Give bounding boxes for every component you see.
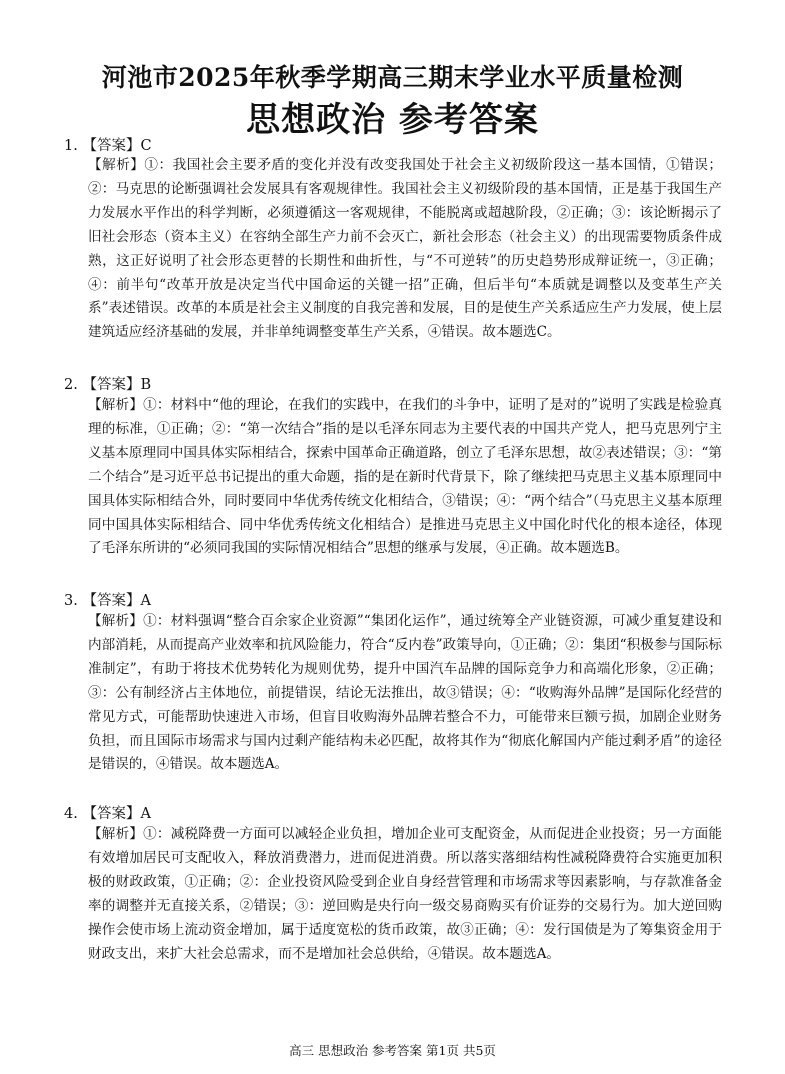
question-1-answer: 1. 【答案】C bbox=[64, 138, 152, 154]
question-4-answer: 4. 【答案】A bbox=[64, 806, 151, 822]
question-3-explanation: 【解析】①：材料强调“整合百余家企业资源”“集团化运作”，通过统筹全产业链资源，可减少重复建设和内部消耗，从而提高产业效率和抗风险能力，符合“反内卷”政策导向，①正确；②：集团“积极参与国际标准制定”，有助于将技术优势转化为规则优势，提升中国汽车品牌的国际竞争力和高端化形象，②正确；③：公有制经济占主体地位，前提错误，结论无法推出，故③错误；④：“收购海外品牌”是国际化经营的常见方式，可能帮助快速进入市场，但盲目收购海外品牌若整合不力，可能带来巨额亏损，加剧企业财务负担，而且国际市场需求与国内过剩产能结构未必匹配，故将其作为“彻底化解国内产能过剩矛盾”的途径是错误的，④错误。故本题选A。 bbox=[88, 613, 722, 773]
question-2-explanation: 【解析】①：材料中“他的理论，在我们的实践中，在我们的斗争中，证明了是对的”说明了实践是检验真理的标准，①正确；②：“第一次结合”指的是以毛泽东同志为主要代表的中国共产党人，把马克思列宁主义基本原理同中国具体实际相结合，探索中国革命正确道路，创立了毛泽东思想，故②表述错误；③：“第二个结合”是习近平总书记提出的重大命题，指的是在新时代背景下，除了继续把马克思主义基本原理同中国具体实际相结合外，同时要同中华优秀传统文化相结合，③错误；④：“两个结合”（马克思主义基本原理同中国具体实际相结合、同中华优秀传统文化相结合）是推进马克思主义中国化时代化的根本途径，体现了毛泽东所讲的“必须同我国的实际情况相结合”思想的继承与发展，④正确。故本题选B。 bbox=[88, 397, 722, 557]
exam-subtitle: 思想政治 参考答案 bbox=[246, 100, 539, 140]
question-3-answer: 3. 【答案】A bbox=[64, 593, 151, 609]
page-footer: 高三 思想政治 参考答案 第1页 共5页 bbox=[289, 1043, 496, 1058]
question-4-explanation: 【解析】①：减税降费一方面可以减轻企业负担，增加企业可支配资金，从而促进企业投资；另一方面能有效增加居民可支配收入，释放消费潜力，进而促进消费。所以落实落细结构性减税降费符合实施更加积极的财政政策，①正确；②：企业投资风险受到企业自身经营管理和市场需求等因素影响，与存款准备金率的调整并无直接关系，②错误；③：逆回购是央行向一级交易商购买有价证券的交易行为。加大逆回购操作会使市场上流动资金增加，属于适度宽松的货币政策，故③正确；④：发行国债是为了筹集资金用于财政支出，来扩大社会总需求，而不是增加社会总供给，④错误。故本题选A。 bbox=[88, 826, 722, 962]
question-2-answer: 2. 【答案】B bbox=[64, 377, 152, 393]
question-1-explanation: 【解析】①：我国社会主要矛盾的变化并没有改变我国处于社会主义初级阶段这一基本国情，①错误；②：马克思的论断强调社会发展具有客观规律性。我国社会主义初级阶段的基本国情，正是基于我国生产力发展水平作出的科学判断，必须遵循这一客观规律，不能脱离或超越阶段，②正确；③：该论断揭示了旧社会形态（资本主义）在容纳全部生产力前不会灭亡，新社会形态（社会主义）的出现需要物质条件成熟，这正好说明了社会形态更替的长期性和曲折性，与“不可逆转”的历史趋势形成辩证统一，③正确；④：前半句“改革开放是决定当代中国命运的关键一招”正确，但后半句“本质就是调整以及变革生产关系”表述错误。改革的本质是社会主义制度的自我完善和发展，目的是使生产关系适应生产力发展，使上层建筑适应经济基础的发展，并非单纯调整变革生产关系，④错误。故本题选C。 bbox=[88, 157, 722, 341]
exam-title: 河池市2025年秋季学期高三期末学业水平质量检测 bbox=[101, 63, 684, 92]
